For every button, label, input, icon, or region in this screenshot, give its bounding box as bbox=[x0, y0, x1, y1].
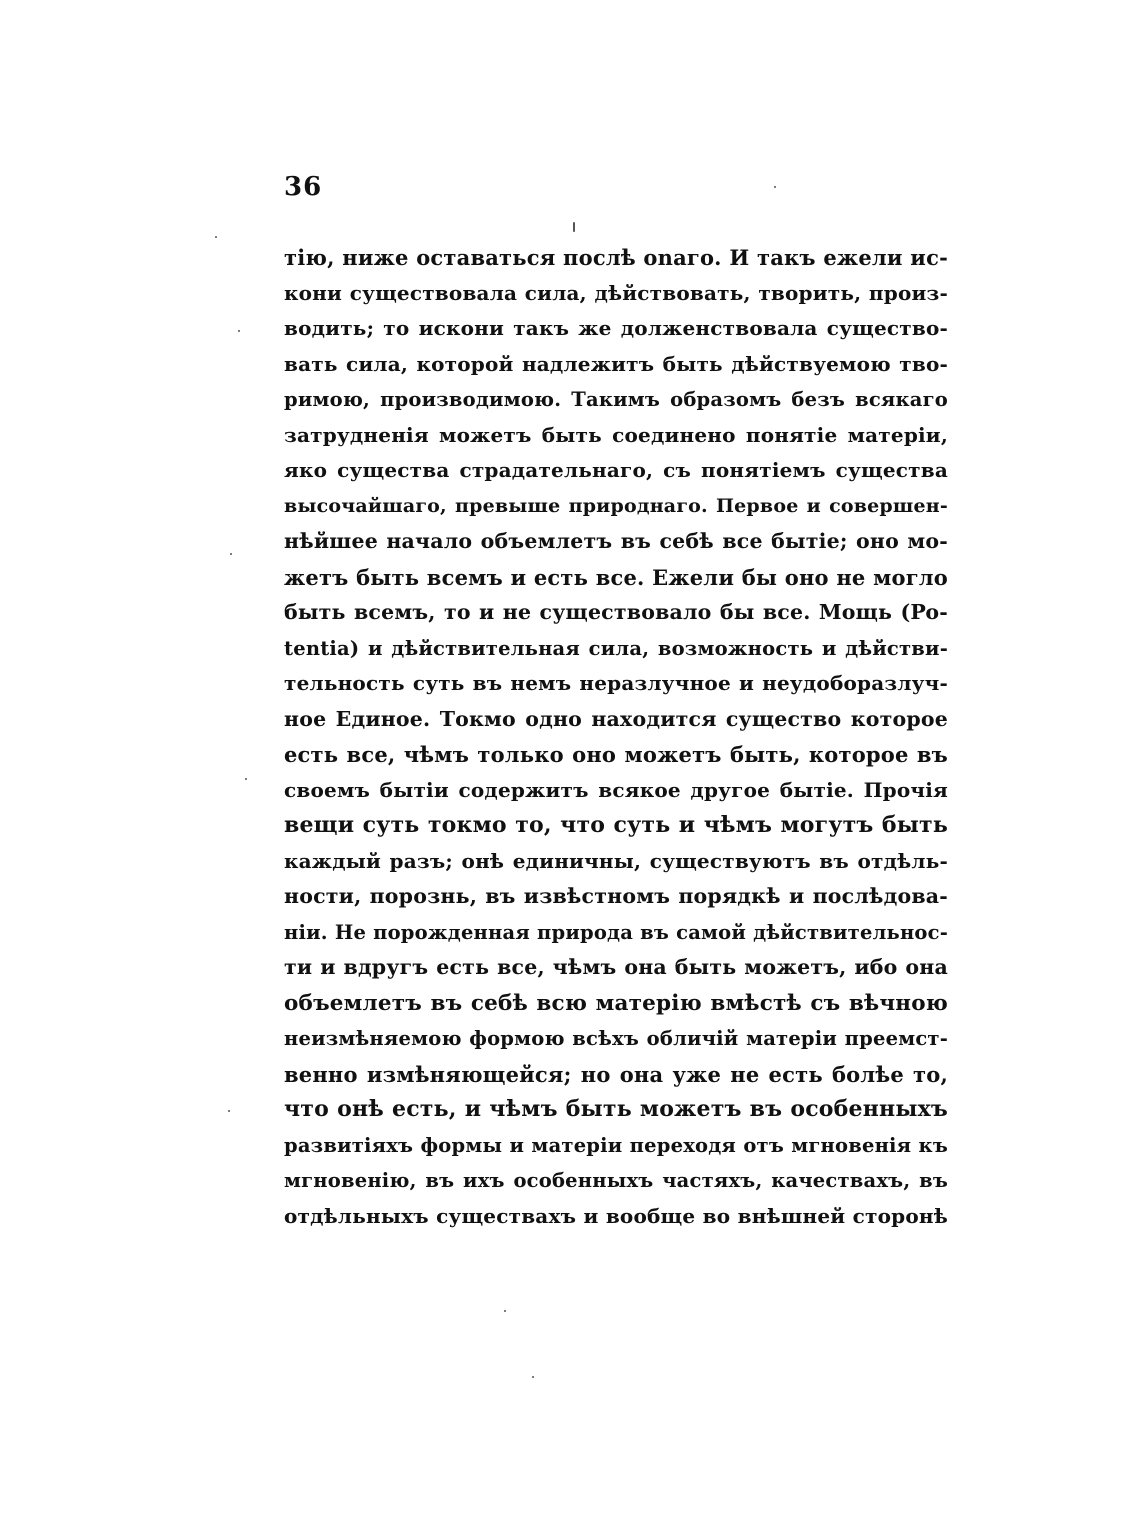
text-line: тію, ниже оставаться послѣ onaго. И такъ ежели ис- bbox=[284, 245, 948, 270]
text-line: римою, производимою. Такимъ образомъ безъ всякаго bbox=[284, 388, 948, 411]
text-line: тельность суть въ немъ неразлучное и неудоборазлуч- bbox=[284, 671, 948, 695]
text-line: быть всемъ, то и не существовало бы все. Мощь (Po- bbox=[284, 600, 948, 624]
text-line: ное Единое. Токмо одно находится существо которое bbox=[284, 706, 948, 731]
scan-speck bbox=[228, 1110, 230, 1112]
text-line: ти и вдругъ есть все, чѣмъ она быть можетъ, ибо она bbox=[284, 955, 948, 979]
text-line: яко существа страдательнаго, съ понятіемъ существа bbox=[284, 458, 948, 482]
scan-speck bbox=[245, 778, 247, 780]
text-line: объемлетъ въ себѣ всю матерію вмѣстѣ съ вѣчною bbox=[284, 990, 948, 1016]
text-line: жетъ быть всемъ и есть все. Ежели бы оно не могло bbox=[284, 564, 948, 590]
scan-speck bbox=[238, 330, 240, 332]
scan-speck bbox=[230, 553, 232, 555]
text-line: неизмѣняемою формою всѣхъ обличій матеріи преемст- bbox=[284, 1027, 948, 1050]
text-line: вещи суть токмо то, что суть и чѣмъ могутъ быть bbox=[284, 812, 948, 838]
scan-speck bbox=[504, 1310, 506, 1312]
text-line: ніи. Не порожденная природа въ самой дѣйствительнос- bbox=[284, 920, 948, 944]
scan-mark bbox=[573, 222, 575, 232]
page-number: 36 bbox=[284, 172, 323, 202]
text-line: водить; то искони такъ же долженствовала существо- bbox=[284, 316, 948, 340]
text-line: tentia) и дѣйствительная сила, возможность и дѣйстви- bbox=[284, 636, 948, 660]
text-line: вать сила, которой надлежитъ быть дѣйствуемою тво- bbox=[284, 351, 948, 376]
text-line: высочайшаго, превыше природнаго. Первое и совершен- bbox=[284, 494, 948, 517]
text-line: что онѣ есть, и чѣмъ быть можетъ въ особенныхъ bbox=[284, 1096, 948, 1122]
body-text bbox=[284, 240, 948, 1234]
text-line: есть все, чѣмъ только оно можетъ быть, которое въ bbox=[284, 742, 948, 767]
text-line: ности, порознь, въ извѣстномъ порядкѣ и послѣдова- bbox=[284, 884, 948, 908]
text-line: мгновенію, въ ихъ особенныхъ частяхъ, качествахъ, въ bbox=[284, 1169, 948, 1192]
text-line: венно измѣняющейся; но она уже не есть болѣе то, bbox=[284, 1061, 948, 1087]
text-line: нѣйшее начало объемлетъ въ себѣ все бытіе; оно мо- bbox=[284, 529, 948, 553]
text-line: кони существовала сила, дѣйствовать, творить, произ- bbox=[284, 280, 948, 305]
text-line: своемъ бытіи содержитъ всякое другое бытіе. Прочія bbox=[284, 777, 948, 802]
text-line: отдѣльныхъ существахъ и вообще во внѣшней сторонѣ bbox=[284, 1203, 948, 1228]
scan-speck bbox=[532, 1376, 534, 1378]
text-line: каждый разъ; онѣ единичны, существуютъ въ отдѣль- bbox=[284, 848, 948, 873]
scan-speck bbox=[774, 186, 776, 188]
text-line: развитіяхъ формы и матеріи переходя отъ мгновенія къ bbox=[284, 1133, 948, 1157]
text-line: затрудненія можетъ быть соединено понятіе матеріи, bbox=[284, 422, 948, 447]
scan-speck bbox=[215, 236, 217, 238]
